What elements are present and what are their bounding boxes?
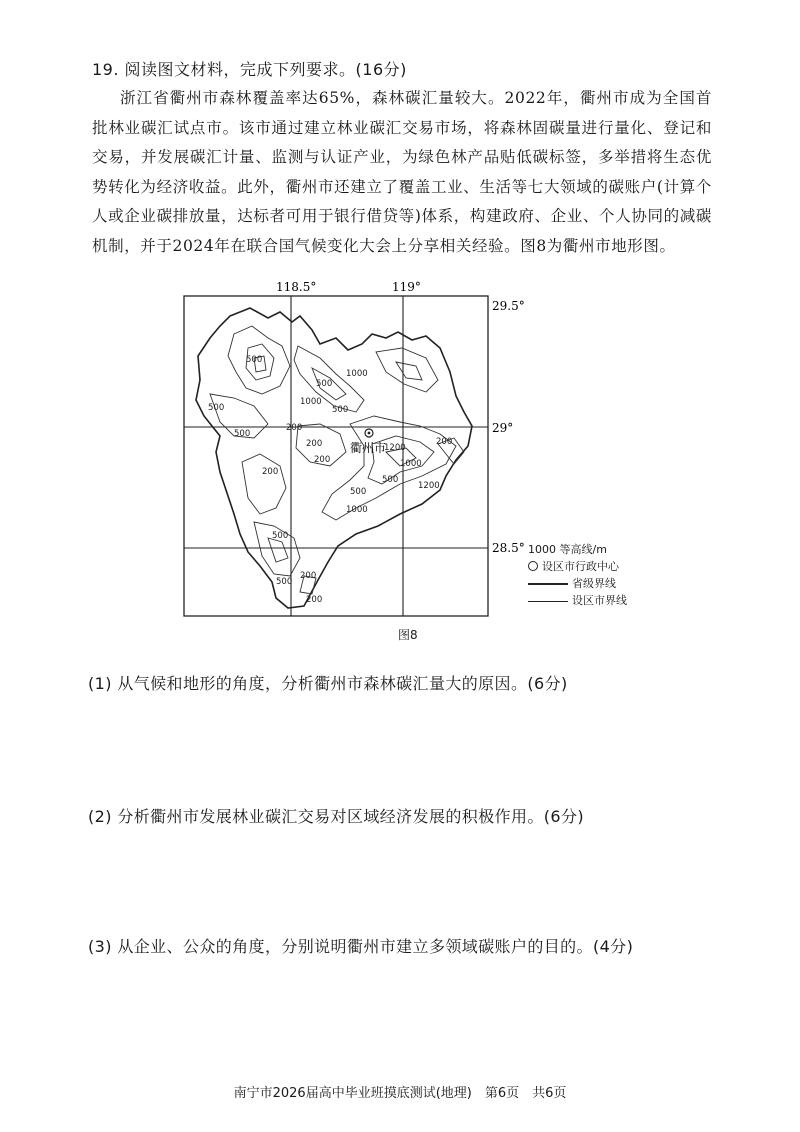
contour-label: 1200 <box>418 481 440 491</box>
contour-label: 200 <box>262 467 279 477</box>
contour-label: 1200 <box>384 443 406 453</box>
legend-contour: 1000 等高线/m <box>528 543 607 556</box>
contour-label: 200 <box>306 595 323 605</box>
contour-label: 500 <box>272 531 289 541</box>
contour-label: 500 <box>246 355 263 365</box>
contour-label: 200 <box>286 423 303 433</box>
contour-label: 1000 <box>400 459 422 469</box>
city-label: 衢州市 <box>350 441 387 455</box>
contour-label: 500 <box>332 405 349 415</box>
map-legend <box>528 541 627 609</box>
question-title: 19. 阅读图文材料，完成下列要求。(16分) <box>92 60 407 79</box>
contour-label: 1000 <box>346 505 368 515</box>
provincial-line-icon <box>528 583 568 585</box>
municipal-line-icon <box>528 601 568 602</box>
subquestion-1: (1) 从气候和地形的角度，分析衢州市森林碳汇量大的原因。(6分) <box>88 674 568 693</box>
lat-label-29: 29° <box>492 421 514 435</box>
contour-label: 1000 <box>346 369 368 379</box>
question-paragraph: 浙江省衢州市森林覆盖率达65%，森林碳汇量较大。2022年，衢州市成为全国首批林业碳汇试点市。该市通过建立林业碳汇交易市场，将森林固碳量进行量化、登记和交易，并发展碳汇计量、监测与认证产业，为绿色林产品贴低碳标签，多举措将生态优势转化为经济收益。此外，衢州市还建立了覆盖工业、生活等七大领域的碳账户(计算个人或企业碳排放量，达标者可用于银行借贷等)体系，构建政府、企业、个人协同的减碳机制，并于2024年在联合国气候变化大会上分享相关经验。图8为衢州市地形图。 <box>92 89 712 255</box>
contour-label: 1000 <box>300 397 322 407</box>
subquestion-2: (2) 分析衢州市发展林业碳汇交易对区域经济发展的积极作用。(6分) <box>88 807 585 826</box>
lat-label-29-5: 29.5° <box>492 299 525 313</box>
lon-label-119: 119° <box>392 280 421 294</box>
figure-caption: 图8 <box>398 628 418 642</box>
legend-municipal: 设区市界线 <box>528 592 627 609</box>
contour-label: 500 <box>234 429 251 439</box>
contour-label: 200 <box>314 455 331 465</box>
contour-label: 200 <box>300 571 317 581</box>
contour-label: 200 <box>436 437 453 447</box>
contour-label: 500 <box>350 487 367 497</box>
contour-label: 500 <box>208 403 225 413</box>
legend-provincial: 省级界线 <box>528 575 627 592</box>
contour-label: 500 <box>316 379 333 389</box>
contour-label: 500 <box>276 577 293 587</box>
subquestion-3: (3) 从企业、公众的角度，分别说明衢州市建立多领域碳账户的目的。(4分) <box>88 937 634 956</box>
city-boundary <box>196 308 472 608</box>
lat-label-28-5: 28.5° <box>492 541 525 555</box>
page-footer: 南宁市2026届高中毕业班摸底测试(地理) 第6页 共6页 <box>233 1086 567 1101</box>
contour-lines <box>210 326 464 594</box>
contour-label: 200 <box>306 439 323 449</box>
contour-label: 500 <box>382 475 399 485</box>
city-center-legend-icon <box>528 561 538 571</box>
lon-label-118-5: 118.5° <box>276 280 317 294</box>
terrain-map <box>150 276 570 626</box>
legend-center: 设区市行政中心 <box>528 558 627 575</box>
map-frame <box>184 296 488 616</box>
